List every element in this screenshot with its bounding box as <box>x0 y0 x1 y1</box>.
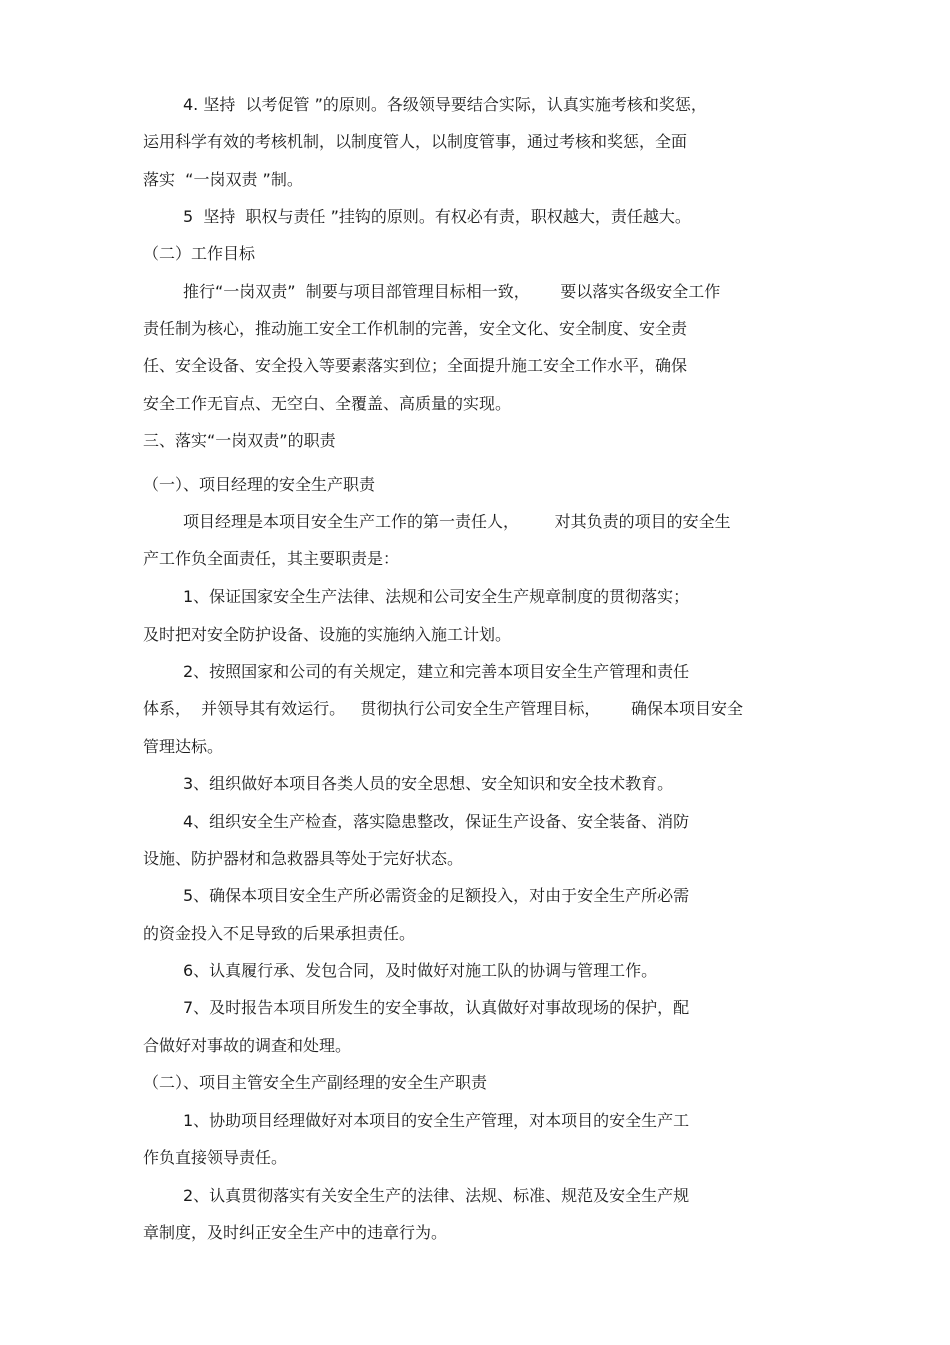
text-line: 作负直接领导责任。 <box>143 1148 288 1167</box>
text-line: 1、协助项目经理做好对本项目的安全生产管理，对本项目的安全生产工 <box>183 1111 690 1130</box>
text-line: 任、安全设备、安全投入等要素落实到位；全面提升施工安全工作水平，确保 <box>143 356 688 375</box>
text-line: 章制度，及时纠正安全生产中的违章行为。 <box>143 1223 448 1242</box>
text-line: 1、保证国家安全生产法律、法规和公司安全生产规章制度的贯彻落实； <box>183 587 690 606</box>
text-line: 5 坚持 职权与责任 ”挂钩的原则。有权必有责，职权越大，责任越大。 <box>183 207 691 226</box>
text-line: 责任制为核心，推动施工安全工作机制的完善，安全文化、安全制度、安全责 <box>143 319 688 338</box>
section-heading: （二）、项目主管安全生产副经理的安全生产职责 <box>143 1073 488 1092</box>
text-line: 合做好对事故的调查和处理。 <box>143 1036 352 1055</box>
text-line: 3、组织做好本项目各类人员的安全思想、安全知识和安全技术教育。 <box>183 774 674 793</box>
text-line: 安全工作无盲点、无空白、全覆盖、高质量的实现。 <box>143 394 512 413</box>
text-line: 落实 “一岗双责 ”制。 <box>143 170 303 189</box>
section-heading: （一）、项目经理的安全生产职责 <box>143 475 376 494</box>
text-line: 6、认真履行承、发包合同，及时做好对施工队的协调与管理工作。 <box>183 961 658 980</box>
text-line: 7、及时报告本项目所发生的安全事故，认真做好对事故现场的保护，配 <box>183 998 690 1017</box>
text-line: 4、组织安全生产检查，落实隐患整改，保证生产设备、安全装备、消防 <box>183 812 690 831</box>
text-line: 运用科学有效的考核机制，以制度管人，以制度管事，通过考核和奖惩，全面 <box>143 132 688 151</box>
text-line: 5、确保本项目安全生产所必需资金的足额投入，对由于安全生产所必需 <box>183 886 690 905</box>
text-line: 及时把对安全防护设备、设施的实施纳入施工计划。 <box>143 625 512 644</box>
text-line: 的资金投入不足导致的后果承担责任。 <box>143 924 416 943</box>
text-line: 产工作负全面责任，其主要职责是： <box>143 549 400 568</box>
text-line: 体系， 并领导其有效运行。 贯彻执行公司安全生产管理目标， 确保本项目安全 <box>143 699 743 718</box>
text-line: 管理达标。 <box>143 737 224 756</box>
text-line: 2、认真贯彻落实有关安全生产的法律、法规、标准、规范及安全生产规 <box>183 1186 690 1205</box>
section-heading: 三、落实“一岗双责”的职责 <box>143 431 336 450</box>
text-line: 2、按照国家和公司的有关规定，建立和完善本项目安全生产管理和责任 <box>183 662 690 681</box>
section-heading: （二）工作目标 <box>143 244 256 263</box>
text-line: 4. 坚持 以考促管 ”的原则。各级领导要结合实际，认真实施考核和奖惩， <box>183 95 707 114</box>
text-line: 项目经理是本项目安全生产工作的第一责任人， 对其负责的项目的安全生 <box>183 512 731 531</box>
text-line: 推行“一岗双责” 制要与项目部管理目标相一致， 要以落实各级安全工作 <box>183 282 721 301</box>
text-line: 设施、防护器材和急救器具等处于完好状态。 <box>143 849 464 868</box>
